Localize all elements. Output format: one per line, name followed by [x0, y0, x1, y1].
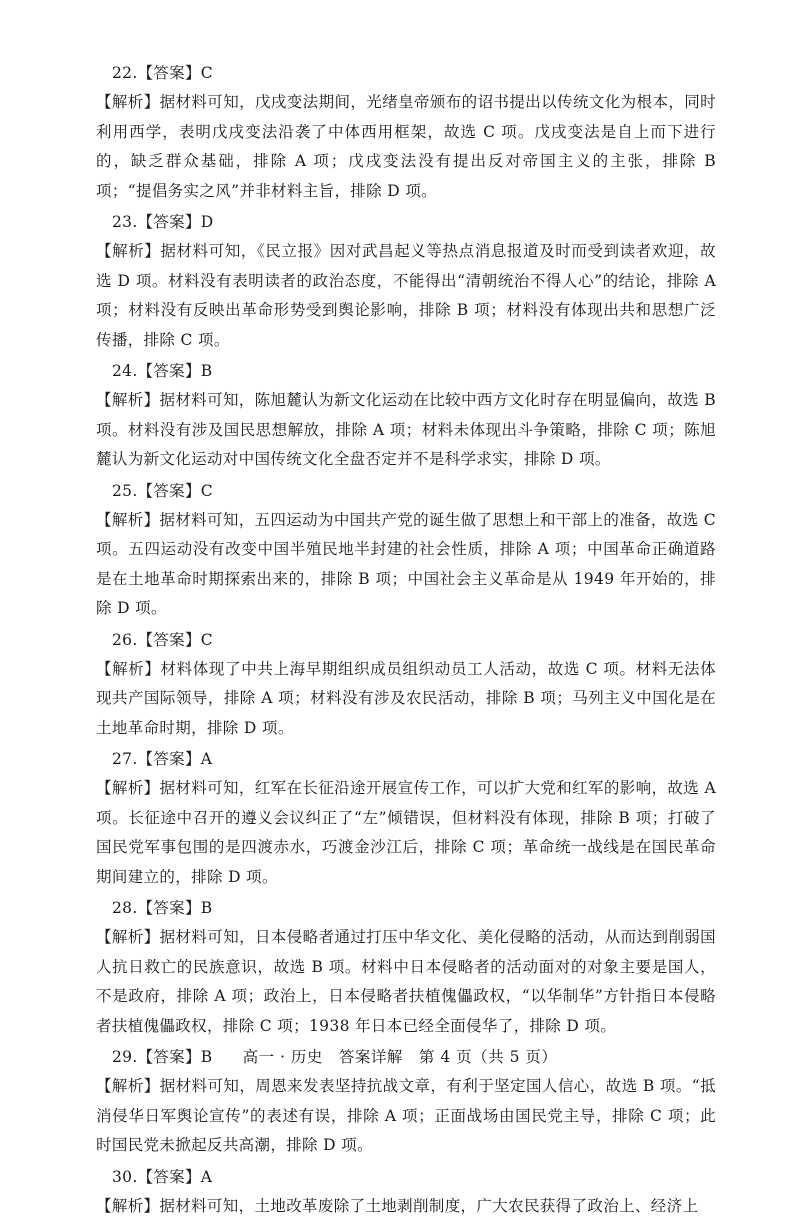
analysis-text: 【解析】据材料可知，陈旭麓认为新文化运动在比较中西方文化时存在明显偏向，故选 B 项。材料没有涉及国民思想解放，排除 A 项；材料未体现出斗争策略，排除 C 项；陈旭麓认为新文化运动对中国传统文化全盘否定并不是科学求实，排除 D 项。 — [96, 386, 716, 475]
analysis-text: 【解析】据材料可知，《民立报》因对武昌起义等热点消息报道及时而受到读者欢迎，故选 D 项。材料没有表明读者的政治态度，不能得出“清朝统治不得人心”的结论，排除 A 项；材料没有反映出革命形势受到舆论影响，排除 B 项；材料没有体现出共和思想广泛传播，排除 C 项。 — [96, 237, 716, 355]
analysis-text: 【解析】据材料可知，五四运动为中国共产党的诞生做了思想上和干部上的准备，故选 C 项。五四运动没有改变中国半殖民地半封建的社会性质，排除 A 项；中国革命正确道路是在土地革命时期探索出来的，排除 B 项；中国社会主义革命是从 1949 年开始的，排除 D 项。 — [96, 506, 716, 624]
answer-item-27 — [96, 744, 716, 892]
analysis-text: 【解析】据材料可知，土地改革废除了土地剥削制度，广大农民获得了政治上、经济上 — [96, 1192, 716, 1221]
answer-item-24 — [96, 356, 716, 475]
answer-item-25 — [96, 476, 716, 624]
answer-line: 23.【答案】D — [112, 207, 716, 237]
analysis-text: 【解析】据材料可知，日本侵略者通过打压中华文化、美化侵略的活动，从而达到削弱国人抗日救亡的民族意识，故选 B 项。材料中日本侵略者的活动面对的对象主要是国人，不是政府，排除 A 项；政治上，日本侵略者扶植傀儡政权，“以华制华”方针指日本侵略者扶植傀儡政权，排除 C 项；1938 年日本已经全面侵华了，排除 D 项。 — [96, 923, 716, 1041]
answer-item-28 — [96, 893, 716, 1041]
page-footer: 高一 · 历史 答案详解 第 4 页（共 5 页） — [0, 1045, 800, 1067]
answer-item-23 — [96, 207, 716, 355]
answer-line: 25.【答案】C — [112, 476, 716, 506]
answer-item-26 — [96, 625, 716, 744]
analysis-text: 【解析】材料体现了中共上海早期组织成员组织动员工人活动，故选 C 项。材料无法体现共产国际领导，排除 A 项；材料没有涉及农民活动，排除 B 项；马列主义中国化是在土地革命时期，排除 D 项。 — [96, 655, 716, 744]
analysis-text: 【解析】据材料可知，戊戌变法期间，光绪皇帝颁布的诏书提出以传统文化为根本，同时利用西学，表明戊戌变法沿袭了中体西用框架，故选 C 项。戊戌变法是自上而下进行的，缺乏群众基础，排除 A 项；戊戌变法没有提出反对帝国主义的主张，排除 B 项；“提倡务实之风”并非材料主旨，排除 D 项。 — [96, 88, 716, 206]
answer-item-30 — [96, 1162, 716, 1221]
answer-line: 29.【答案】B — [112, 1042, 716, 1072]
answer-line: 27.【答案】A — [112, 744, 716, 774]
answer-line: 26.【答案】C — [112, 625, 716, 655]
answer-line: 30.【答案】A — [112, 1162, 716, 1192]
answer-item-22 — [96, 58, 716, 206]
answer-line: 28.【答案】B — [112, 893, 716, 923]
answer-line: 22.【答案】C — [112, 58, 716, 88]
answer-line: 24.【答案】B — [112, 356, 716, 386]
analysis-text: 【解析】据材料可知，周恩来发表坚持抗战文章，有利于坚定国人信心，故选 B 项。“抵消侵华日军舆论宣传”的表述有误，排除 A 项；正面战场由国民党主导，排除 C 项；此时国民党未掀起反共高潮，排除 D 项。 — [96, 1072, 716, 1161]
analysis-text: 【解析】据材料可知，红军在长征沿途开展宣传工作，可以扩大党和红军的影响，故选 A 项。长征途中召开的遵义会议纠正了“左”倾错误，但材料没有体现，排除 B 项；打破了国民党军事包围的是四渡赤水，巧渡金沙江后，排除 C 项；革命统一战线是在国民革命期间建立的，排除 D 项。 — [96, 774, 716, 892]
